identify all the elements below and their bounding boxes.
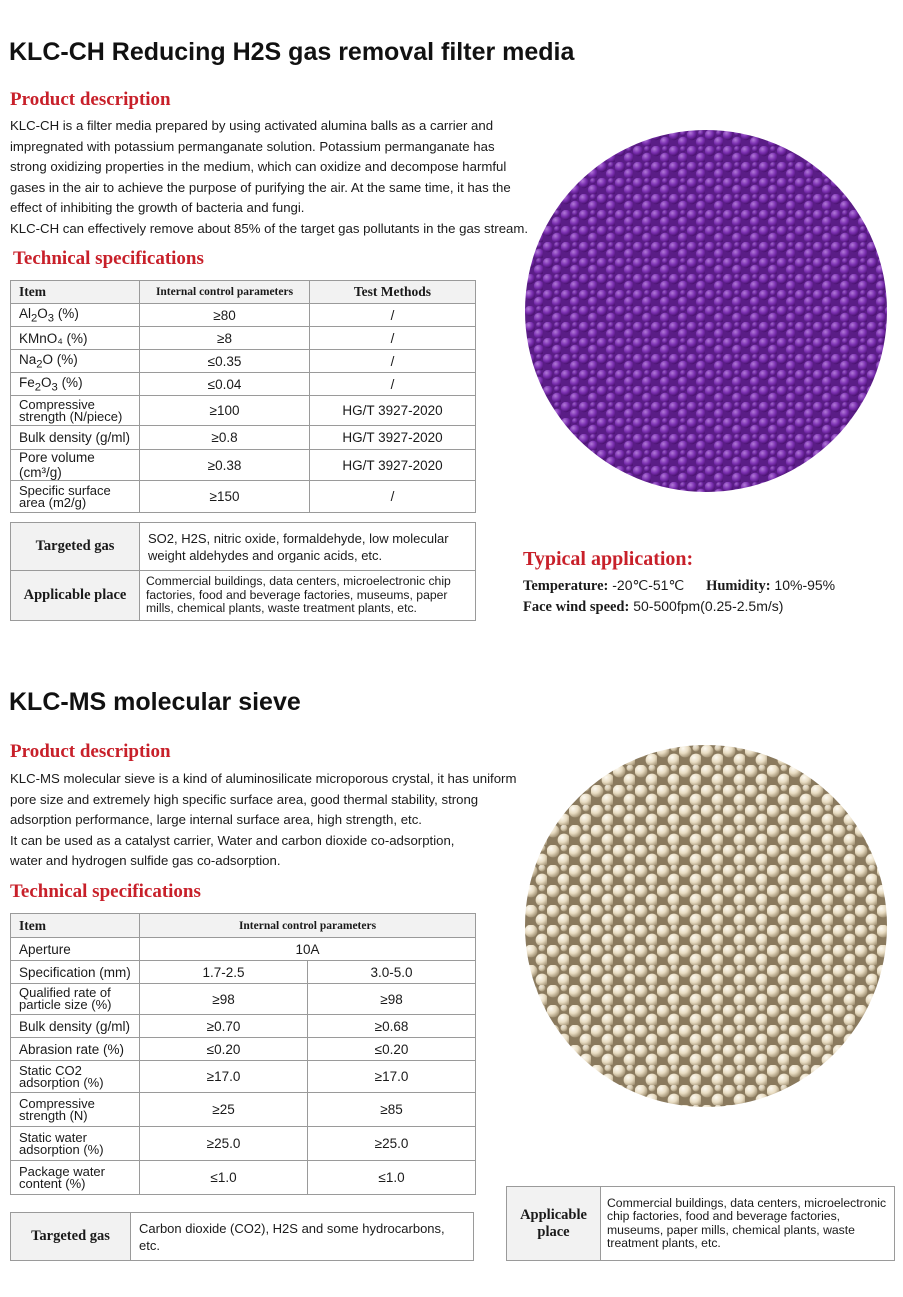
table-row	[11, 426, 476, 450]
row-item: $Na_2O$ (%)	[11, 350, 140, 373]
temperature-label: Temperature:	[523, 578, 609, 594]
description-line: gases in the air to achieve the purpose of purifying the air. At the same time, it has the	[10, 179, 511, 195]
table-row	[11, 481, 476, 513]
row-method: /	[310, 327, 476, 350]
section2-product-description-heading: Product description	[10, 741, 171, 762]
table-row	[11, 304, 476, 327]
row-value-a: ≥25	[140, 1093, 308, 1127]
row-value: ≥8	[140, 327, 310, 350]
description-line: water and hydrogen sulfide gas co-adsorption.	[10, 853, 281, 868]
humidity-value: 10%-95%	[774, 577, 836, 593]
row-value-a: ≥98	[140, 984, 308, 1015]
applicable-place-value: Commercial buildings, data centers, microelectronic chip factories, food and beverage factories, museums, paper mills, chemical plants, waste treatment plants, etc.	[601, 1187, 895, 1261]
row-method: HG/T 3927-2020	[310, 426, 476, 450]
row-method: /	[310, 304, 476, 327]
aperture-value: 10A	[140, 938, 476, 961]
row-method: /	[310, 373, 476, 396]
row-value-b: ≥98	[308, 984, 476, 1015]
humidity-label: Humidity:	[706, 578, 771, 594]
description-line: KLC-CH can effectively remove about 85% of the target gas pollutants in the gas stream.	[10, 220, 529, 236]
row-value-a: ≥25.0	[140, 1127, 308, 1161]
targeted-gas-label: Targeted gas	[11, 523, 140, 571]
section1-spec-table	[10, 280, 476, 513]
row-item: Static CO2 adsorption (%)	[11, 1061, 140, 1093]
table-row	[11, 396, 476, 426]
description-line: impregnated with potassium permanganate solution. Potassium permanganate has	[10, 138, 495, 154]
table-row	[11, 450, 476, 481]
section2-targeted-gas-table	[10, 1212, 474, 1261]
row-value: ≥150	[140, 481, 310, 513]
row-value: ≤0.35	[140, 350, 310, 373]
row-value-a: ≥17.0	[140, 1061, 308, 1093]
row-value-b: ≥17.0	[308, 1061, 476, 1093]
table-row	[11, 938, 476, 961]
beige-granules-graphic	[525, 745, 887, 1107]
klc-ch-granules-image	[525, 130, 887, 492]
face-wind-label: Face wind speed:	[523, 599, 630, 615]
row-value-b: ≤1.0	[308, 1161, 476, 1195]
row-item: Compressive strength (N)	[11, 1093, 140, 1127]
table-row	[11, 961, 476, 984]
row-method: HG/T 3927-2020	[310, 450, 476, 481]
row-method: HG/T 3927-2020	[310, 396, 476, 426]
row-value-a: ≤0.20	[140, 1038, 308, 1061]
typical-application-heading: Typical application:	[523, 548, 694, 570]
row-value: ≥0.8	[140, 426, 310, 450]
table-row	[11, 984, 476, 1015]
row-value-a: ≤1.0	[140, 1161, 308, 1195]
description-line: effect of inhibiting the growth of bacteria and fungi.	[10, 200, 305, 215]
header-internal-control: Internal control parameters	[140, 914, 476, 938]
row-item: $Fe_2O_3$ (%)	[11, 373, 140, 396]
row-method: /	[310, 481, 476, 513]
row-item: Compressive strength (N/piece)	[11, 396, 140, 426]
table-row	[11, 327, 476, 350]
temperature-value: -20℃-51℃	[612, 577, 685, 593]
applicable-place-value: Commercial buildings, data centers, microelectronic chip factories, food and beverage factories, museums, paper mills, chemical plants, waste treatment plants, etc.	[140, 571, 476, 621]
row-item: Bulk density (g/ml)	[11, 1015, 140, 1038]
targeted-gas-label: Targeted gas	[11, 1213, 131, 1261]
row-item: Static water adsorption (%)	[11, 1127, 140, 1161]
table-row	[11, 1015, 476, 1038]
table-row	[11, 350, 476, 373]
row-item: Bulk density (g/ml)	[11, 426, 140, 450]
header-internal-control: Internal control parameters	[140, 281, 310, 304]
description-line: It can be used as a catalyst carrier, Water and carbon dioxide co-adsorption,	[10, 832, 455, 848]
temperature-humidity-row	[523, 577, 835, 595]
face-wind-row	[523, 598, 783, 616]
row-item: Qualified rate of particle size (%)	[11, 984, 140, 1015]
row-item: Pore volume (cm³/g)	[11, 450, 140, 481]
table-row	[11, 1127, 476, 1161]
applicable-place-label: Applicable place	[507, 1187, 601, 1261]
purple-granules-graphic	[525, 130, 887, 492]
face-wind-value: 50-500fpm(0.25-2.5m/s)	[633, 598, 784, 614]
applicable-place-row	[507, 1187, 895, 1261]
section1-tech-spec-heading: Technical specifications	[13, 248, 204, 269]
spec-b: 3.0-5.0	[308, 961, 476, 984]
row-value-b: ≥25.0	[308, 1127, 476, 1161]
table-row	[11, 1038, 476, 1061]
row-value: ≥0.38	[140, 450, 310, 481]
spec-label: Specification (mm)	[11, 961, 140, 984]
header-item: Item	[11, 914, 140, 938]
table-row	[11, 1093, 476, 1127]
section2-applicable-place-table	[506, 1186, 895, 1261]
aperture-label: Aperture	[11, 938, 140, 961]
row-value-b: ≤0.20	[308, 1038, 476, 1061]
row-value: ≥100	[140, 396, 310, 426]
applicable-place-label: Applicable place	[11, 571, 140, 621]
row-value: ≤0.04	[140, 373, 310, 396]
row-item: Abrasion rate (%)	[11, 1038, 140, 1061]
table-header-row	[11, 914, 476, 938]
applicable-place-row	[11, 571, 476, 621]
section2-spec-table	[10, 913, 476, 1195]
row-item: $Al_2O_3$ (%)	[11, 304, 140, 327]
header-test-methods: Test Methods	[310, 281, 476, 304]
section2-title: KLC-MS molecular sieve	[9, 688, 301, 716]
description-line: adsorption performance, large internal surface area, high strength, etc.	[10, 812, 422, 827]
row-item: Package water content (%)	[11, 1161, 140, 1195]
header-item: Item	[11, 281, 140, 304]
section1-product-description-heading: Product description	[10, 89, 171, 110]
targeted-gas-row	[11, 523, 476, 571]
row-value-a: ≥0.70	[140, 1015, 308, 1038]
table-header-row	[11, 281, 476, 304]
row-value-b: ≥85	[308, 1093, 476, 1127]
targeted-gas-value: SO2, H2S, nitric oxide, formaldehyde, low molecular weight aldehydes and organic acids, etc.	[140, 523, 476, 571]
spec-a: 1.7-2.5	[140, 961, 308, 984]
targeted-gas-row	[11, 1213, 474, 1261]
table-row	[11, 373, 476, 396]
section2-description	[10, 769, 516, 872]
row-item: Specific surface area (m2/g)	[11, 481, 140, 513]
row-item: KMnO₄ (%)	[11, 327, 140, 350]
description-line: strong oxidizing properties in the medium, which can oxidize and decompose harmful	[10, 159, 507, 174]
section1-description	[10, 116, 528, 239]
description-line: pore size and extremely high specific surface area, good thermal stability, strong	[10, 791, 479, 807]
section2-tech-spec-heading: Technical specifications	[10, 881, 201, 902]
description-line: KLC-CH is a filter media prepared by using activated alumina balls as a carrier and	[10, 118, 494, 133]
row-method: /	[310, 350, 476, 373]
row-value-b: ≥0.68	[308, 1015, 476, 1038]
section1-title: KLC-CH Reducing H2S gas removal filter media	[9, 38, 575, 66]
table-row	[11, 1061, 476, 1093]
targeted-gas-value: Carbon dioxide (CO2), H2S and some hydrocarbons, etc.	[131, 1213, 474, 1261]
description-line: KLC-MS molecular sieve is a kind of aluminosilicate microporous crystal, it has uniform	[10, 771, 517, 786]
table-row	[11, 1161, 476, 1195]
row-value: ≥80	[140, 304, 310, 327]
klc-ms-granules-image	[525, 745, 887, 1107]
section1-gas-place-table	[10, 522, 476, 621]
